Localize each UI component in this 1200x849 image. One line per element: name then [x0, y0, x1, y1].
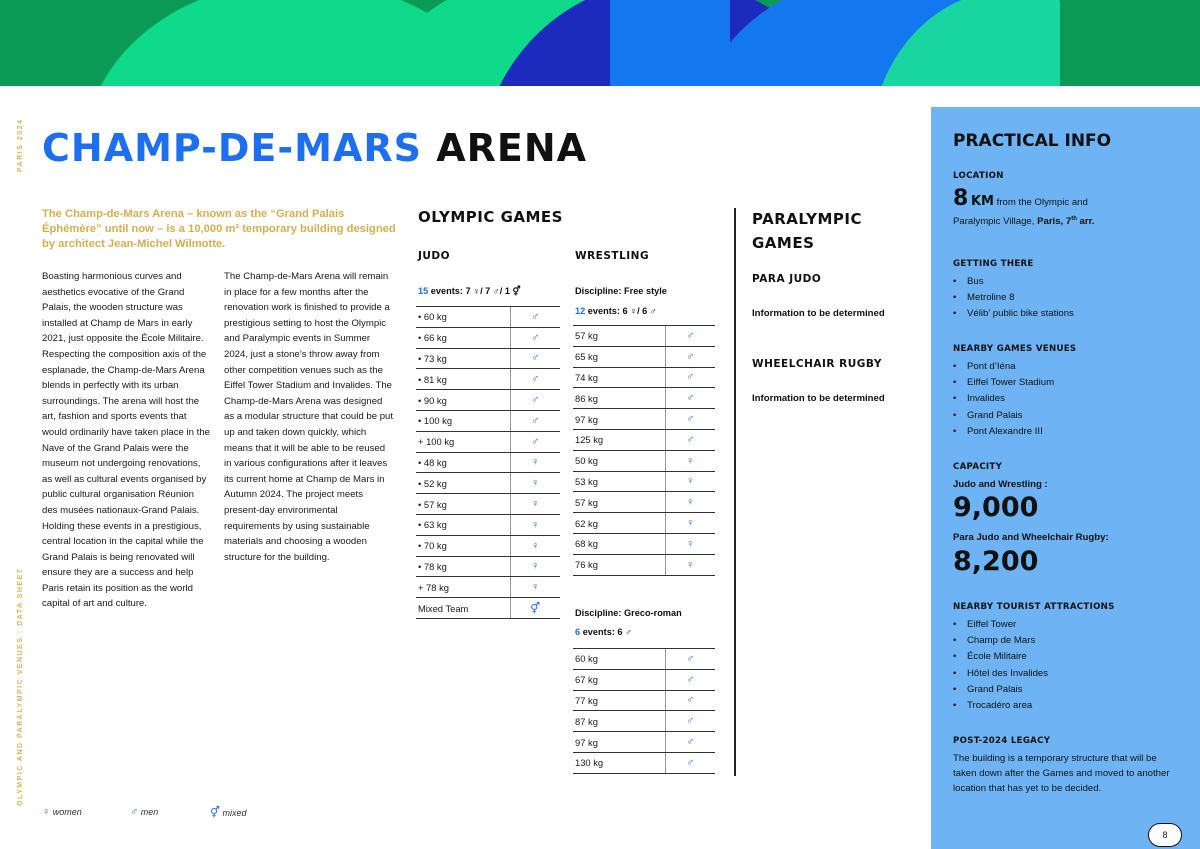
nearby-venues-list [953, 359, 1054, 440]
gender-symbol-icon: ♀ [510, 473, 560, 494]
event-row [416, 369, 560, 390]
gender-symbol-icon: ♀ [510, 556, 560, 577]
banner-graphic [0, 0, 1200, 86]
side-top-text: PARIS 2024 [17, 118, 24, 172]
location-line-2b: Paris, 7 [1037, 216, 1072, 228]
mixed-symbol-icon: ⚥ [210, 807, 220, 819]
event-weight: • 78 kg [416, 556, 510, 577]
location-line-2c: arr. [1076, 216, 1095, 228]
list-item: • Eiffel Tower Stadium [953, 375, 1054, 391]
capacity-judo-value: 9,000 [953, 492, 1039, 523]
judo-events-text: events: 7 ♀/ 7 ♂/ 1 ⚥ [430, 286, 521, 296]
event-row [573, 690, 715, 711]
event-weight: • 100 kg [416, 410, 510, 431]
event-weight: 57 kg [573, 326, 665, 347]
gender-symbol-icon: ♀ [510, 577, 560, 598]
page-title [42, 126, 587, 170]
location-distance: 8 [953, 186, 969, 211]
judo-title: JUDO [418, 250, 451, 262]
event-weight: 87 kg [573, 711, 665, 732]
location-text [953, 186, 1183, 230]
judo-events-summary [418, 286, 521, 297]
event-row [573, 346, 715, 367]
women-symbol-icon: ♀ [42, 806, 51, 818]
event-row [573, 513, 715, 534]
gender-symbol-icon: ♀ [665, 554, 715, 575]
event-row [573, 669, 715, 690]
event-row [416, 307, 560, 328]
gender-symbol-icon: ♂ [665, 326, 715, 347]
gender-symbol-icon: ♂ [665, 669, 715, 690]
event-row [416, 535, 560, 556]
greco-events-table [573, 648, 715, 774]
event-weight: 130 kg [573, 752, 665, 773]
event-weight: • 52 kg [416, 473, 510, 494]
event-row [573, 409, 715, 430]
event-weight: 77 kg [573, 690, 665, 711]
event-weight: 60 kg [573, 649, 665, 670]
event-weight: 86 kg [573, 388, 665, 409]
legend-women-text: women [52, 807, 82, 817]
event-weight: • 66 kg [416, 327, 510, 348]
tourist-attractions-list [953, 617, 1048, 714]
body-column-1: Boasting harmonious curves and aesthetics evocative of the Grand Palais, the wooden structure was installed at Champ de Mars in early 2021, just opposite the École Militaire. Respecting the composition axis of the esplanade, the Champ-de-Mars Arena blends in perfectly with its urban surroundings. The arena will host the art, fashion and sports events that would ordinarily have taken place in the Nave of the Grand Palais were the museum not undergoing renovations, as well as cultural events organised by public cultural organisation Réunion des musées nationaux-Grand Palais. Holding these events in a prestigious, central location in the capital while the Grand Palais is being renovated will ensure they are a success and help Paris retain its position as the world capital of art and culture. [42, 271, 210, 610]
getting-there-list [953, 274, 1074, 323]
greco-events-count: 6 [575, 627, 581, 637]
event-weight: 125 kg [573, 429, 665, 450]
olympic-games-title: OLYMPIC GAMES [418, 208, 563, 226]
legend-men-text: men [140, 807, 159, 817]
getting-there-label: GETTING THERE [953, 259, 1034, 269]
gender-symbol-icon: ♀ [665, 471, 715, 492]
title-blue: CHAMP-DE-MARS [42, 126, 422, 170]
gender-symbol-icon: ♂ [665, 346, 715, 367]
list-item: • Bus [953, 274, 1074, 290]
legend-men [130, 806, 158, 818]
gender-symbol-icon: ⚥ [510, 598, 560, 619]
judo-events-count: 15 [418, 286, 429, 296]
gender-symbol-icon: ♂ [665, 429, 715, 450]
page-number: 8 [1148, 823, 1182, 847]
list-item: • École Militaire [953, 649, 1048, 665]
event-weight: 97 kg [573, 732, 665, 753]
paralympic-games-title: PARALYMPIC GAMES [752, 210, 862, 252]
top-banner [0, 0, 1200, 86]
gender-symbol-icon: ♂ [665, 649, 715, 670]
event-weight: 62 kg [573, 513, 665, 534]
location-unit: KM [970, 194, 994, 209]
event-weight: 67 kg [573, 669, 665, 690]
freestyle-events-count: 12 [575, 306, 586, 316]
list-item: • Eiffel Tower [953, 617, 1048, 633]
gender-symbol-icon: ♂ [665, 732, 715, 753]
event-weight: 68 kg [573, 533, 665, 554]
event-row [416, 577, 560, 598]
practical-info-panel [931, 107, 1200, 849]
gender-symbol-icon: ♂ [665, 690, 715, 711]
side-label-bottom [12, 567, 26, 806]
greco-events-summary [575, 627, 632, 637]
title-dark: ARENA [436, 126, 588, 170]
event-row [573, 326, 715, 347]
event-row [573, 471, 715, 492]
freestyle-discipline: Discipline: Free style [575, 286, 667, 296]
freestyle-events-text: events: 6 ♀/ 6 ♂ [587, 306, 657, 316]
location-sup: th [1071, 216, 1077, 222]
event-row [573, 732, 715, 753]
event-row [416, 514, 560, 535]
list-item: • Hôtel des Invalides [953, 666, 1048, 682]
list-item: • Grand Palais [953, 682, 1048, 698]
gender-symbol-icon: ♀ [665, 492, 715, 513]
gender-symbol-icon: ♂ [510, 327, 560, 348]
event-row [416, 348, 560, 369]
capacity-label: CAPACITY [953, 462, 1003, 472]
legend-mixed [210, 806, 246, 819]
event-row [573, 711, 715, 732]
event-weight: 50 kg [573, 450, 665, 471]
freestyle-events-table [573, 325, 715, 576]
event-weight: • 73 kg [416, 348, 510, 369]
location-line-1: from the Olympic and [996, 197, 1088, 208]
practical-info-title: PRACTICAL INFO [953, 131, 1112, 151]
event-row [573, 492, 715, 513]
event-weight: 65 kg [573, 346, 665, 367]
event-row [573, 450, 715, 471]
lead-paragraph: The Champ-de-Mars Arena – known as the “Grand Palais Éphémère” until now – is a 10,000 m² temporary building designed by architect Jean-Michel Wilmotte. [42, 208, 396, 250]
para-judo-info: Information to be determined [752, 308, 885, 319]
event-weight: • 60 kg [416, 307, 510, 328]
wheelchair-rugby-info: Information to be determined [752, 393, 885, 404]
event-row [416, 390, 560, 411]
legacy-text: The building is a temporary structure that will be taken down after the Games and moved to another location that has yet to be decided. [953, 753, 1170, 794]
event-weight: • 57 kg [416, 494, 510, 515]
gender-symbol-icon: ♀ [665, 513, 715, 534]
gender-symbol-icon: ♀ [510, 452, 560, 473]
gender-symbol-icon: ♀ [510, 494, 560, 515]
event-weight: + 78 kg [416, 577, 510, 598]
event-row [573, 752, 715, 773]
location-line-2a: Paralympic Village, [953, 216, 1038, 228]
event-row [416, 327, 560, 348]
event-weight: • 48 kg [416, 452, 510, 473]
event-weight: 76 kg [573, 554, 665, 575]
section-divider [734, 208, 736, 776]
event-row [573, 649, 715, 670]
event-row [573, 367, 715, 388]
event-row [416, 556, 560, 577]
gender-symbol-icon: ♀ [510, 514, 560, 535]
event-weight: 97 kg [573, 409, 665, 430]
gender-symbol-icon: ♂ [665, 409, 715, 430]
gender-symbol-icon: ♂ [510, 431, 560, 452]
list-item: • Pont Alexandre III [953, 424, 1054, 440]
event-row [573, 429, 715, 450]
event-row [416, 431, 560, 452]
gender-symbol-icon: ♂ [510, 390, 560, 411]
gender-symbol-icon: ♀ [510, 535, 560, 556]
event-row [416, 452, 560, 473]
event-weight: 74 kg [573, 367, 665, 388]
para-judo-title: PARA JUDO [752, 273, 822, 285]
event-weight: + 100 kg [416, 431, 510, 452]
judo-events-table [416, 306, 560, 619]
event-row [416, 473, 560, 494]
tourist-attractions-label: NEARBY TOURIST ATTRACTIONS [953, 602, 1115, 612]
gender-symbol-icon: ♂ [665, 711, 715, 732]
event-row [416, 494, 560, 515]
location-label: LOCATION [953, 171, 1004, 181]
event-weight: • 70 kg [416, 535, 510, 556]
capacity-para-value: 8,200 [953, 546, 1039, 577]
nearby-venues-label: NEARBY GAMES VENUES [953, 344, 1077, 354]
event-weight: 53 kg [573, 471, 665, 492]
event-weight: Mixed Team [416, 598, 510, 619]
gender-symbol-icon: ♀ [665, 450, 715, 471]
legacy-label: POST-2024 LEGACY [953, 736, 1051, 746]
gender-symbol-icon: ♂ [510, 369, 560, 390]
list-item: • Pont d’Iéna [953, 359, 1054, 375]
wheelchair-rugby-title: WHEELCHAIR RUGBY [752, 358, 882, 370]
side-label-top [12, 112, 26, 172]
event-row [416, 410, 560, 431]
event-weight: • 90 kg [416, 390, 510, 411]
list-item: • Grand Palais [953, 408, 1054, 424]
gender-symbol-icon: ♂ [510, 307, 560, 328]
gender-symbol-icon: ♂ [665, 752, 715, 773]
list-item: • Trocadéro area [953, 698, 1048, 714]
wrestling-title: WRESTLING [575, 250, 650, 262]
gender-symbol-icon: ♂ [665, 367, 715, 388]
list-item: • Vélib’ public bike stations [953, 306, 1074, 322]
list-item: • Invalides [953, 391, 1054, 407]
gender-symbol-icon: ♂ [510, 348, 560, 369]
gender-symbol-icon: ♂ [665, 388, 715, 409]
capacity-judo-label: Judo and Wrestling : [953, 479, 1048, 490]
event-row [573, 554, 715, 575]
gender-symbol-icon: ♀ [665, 533, 715, 554]
side-bottom-text: OLYMPIC AND PARALYMPIC VENUES : DATA SHEET [17, 567, 24, 806]
legend-women [42, 806, 82, 818]
body-column-2: The Champ-de-Mars Arena will remain in place for a few months after the renovation work is finished to provide a prestigious setting to host the Olympic and Paralympic events in Summer 2024, just a stone’s throw away from other competition venues such as the Eiffel Tower Stadium and Invalides. The Champ-de-Mars Arena was designed as a modular structure that could be put up and taken down quickly, which means that it will be able to be reused in various configurations after it leaves its current home at Champ de Mars in Autumn 2024. The project meets present-day environmental requirements by using sustainable materials and choosing a wooden structure for the building. [224, 271, 394, 563]
capacity-para-label: Para Judo and Wheelchair Rugby: [953, 532, 1109, 543]
list-item: • Metroline 8 [953, 290, 1074, 306]
event-weight: 57 kg [573, 492, 665, 513]
list-item: • Champ de Mars [953, 633, 1048, 649]
greco-events-text: events: 6 ♂ [582, 627, 632, 637]
event-row [573, 533, 715, 554]
event-weight: • 81 kg [416, 369, 510, 390]
gender-symbol-icon: ♂ [510, 410, 560, 431]
event-row [573, 388, 715, 409]
legend-mixed-text: mixed [222, 808, 247, 818]
freestyle-events-summary [575, 306, 657, 316]
men-symbol-icon: ♂ [130, 806, 139, 818]
event-row [416, 598, 560, 619]
greco-discipline: Discipline: Greco-roman [575, 608, 682, 618]
event-weight: • 63 kg [416, 514, 510, 535]
